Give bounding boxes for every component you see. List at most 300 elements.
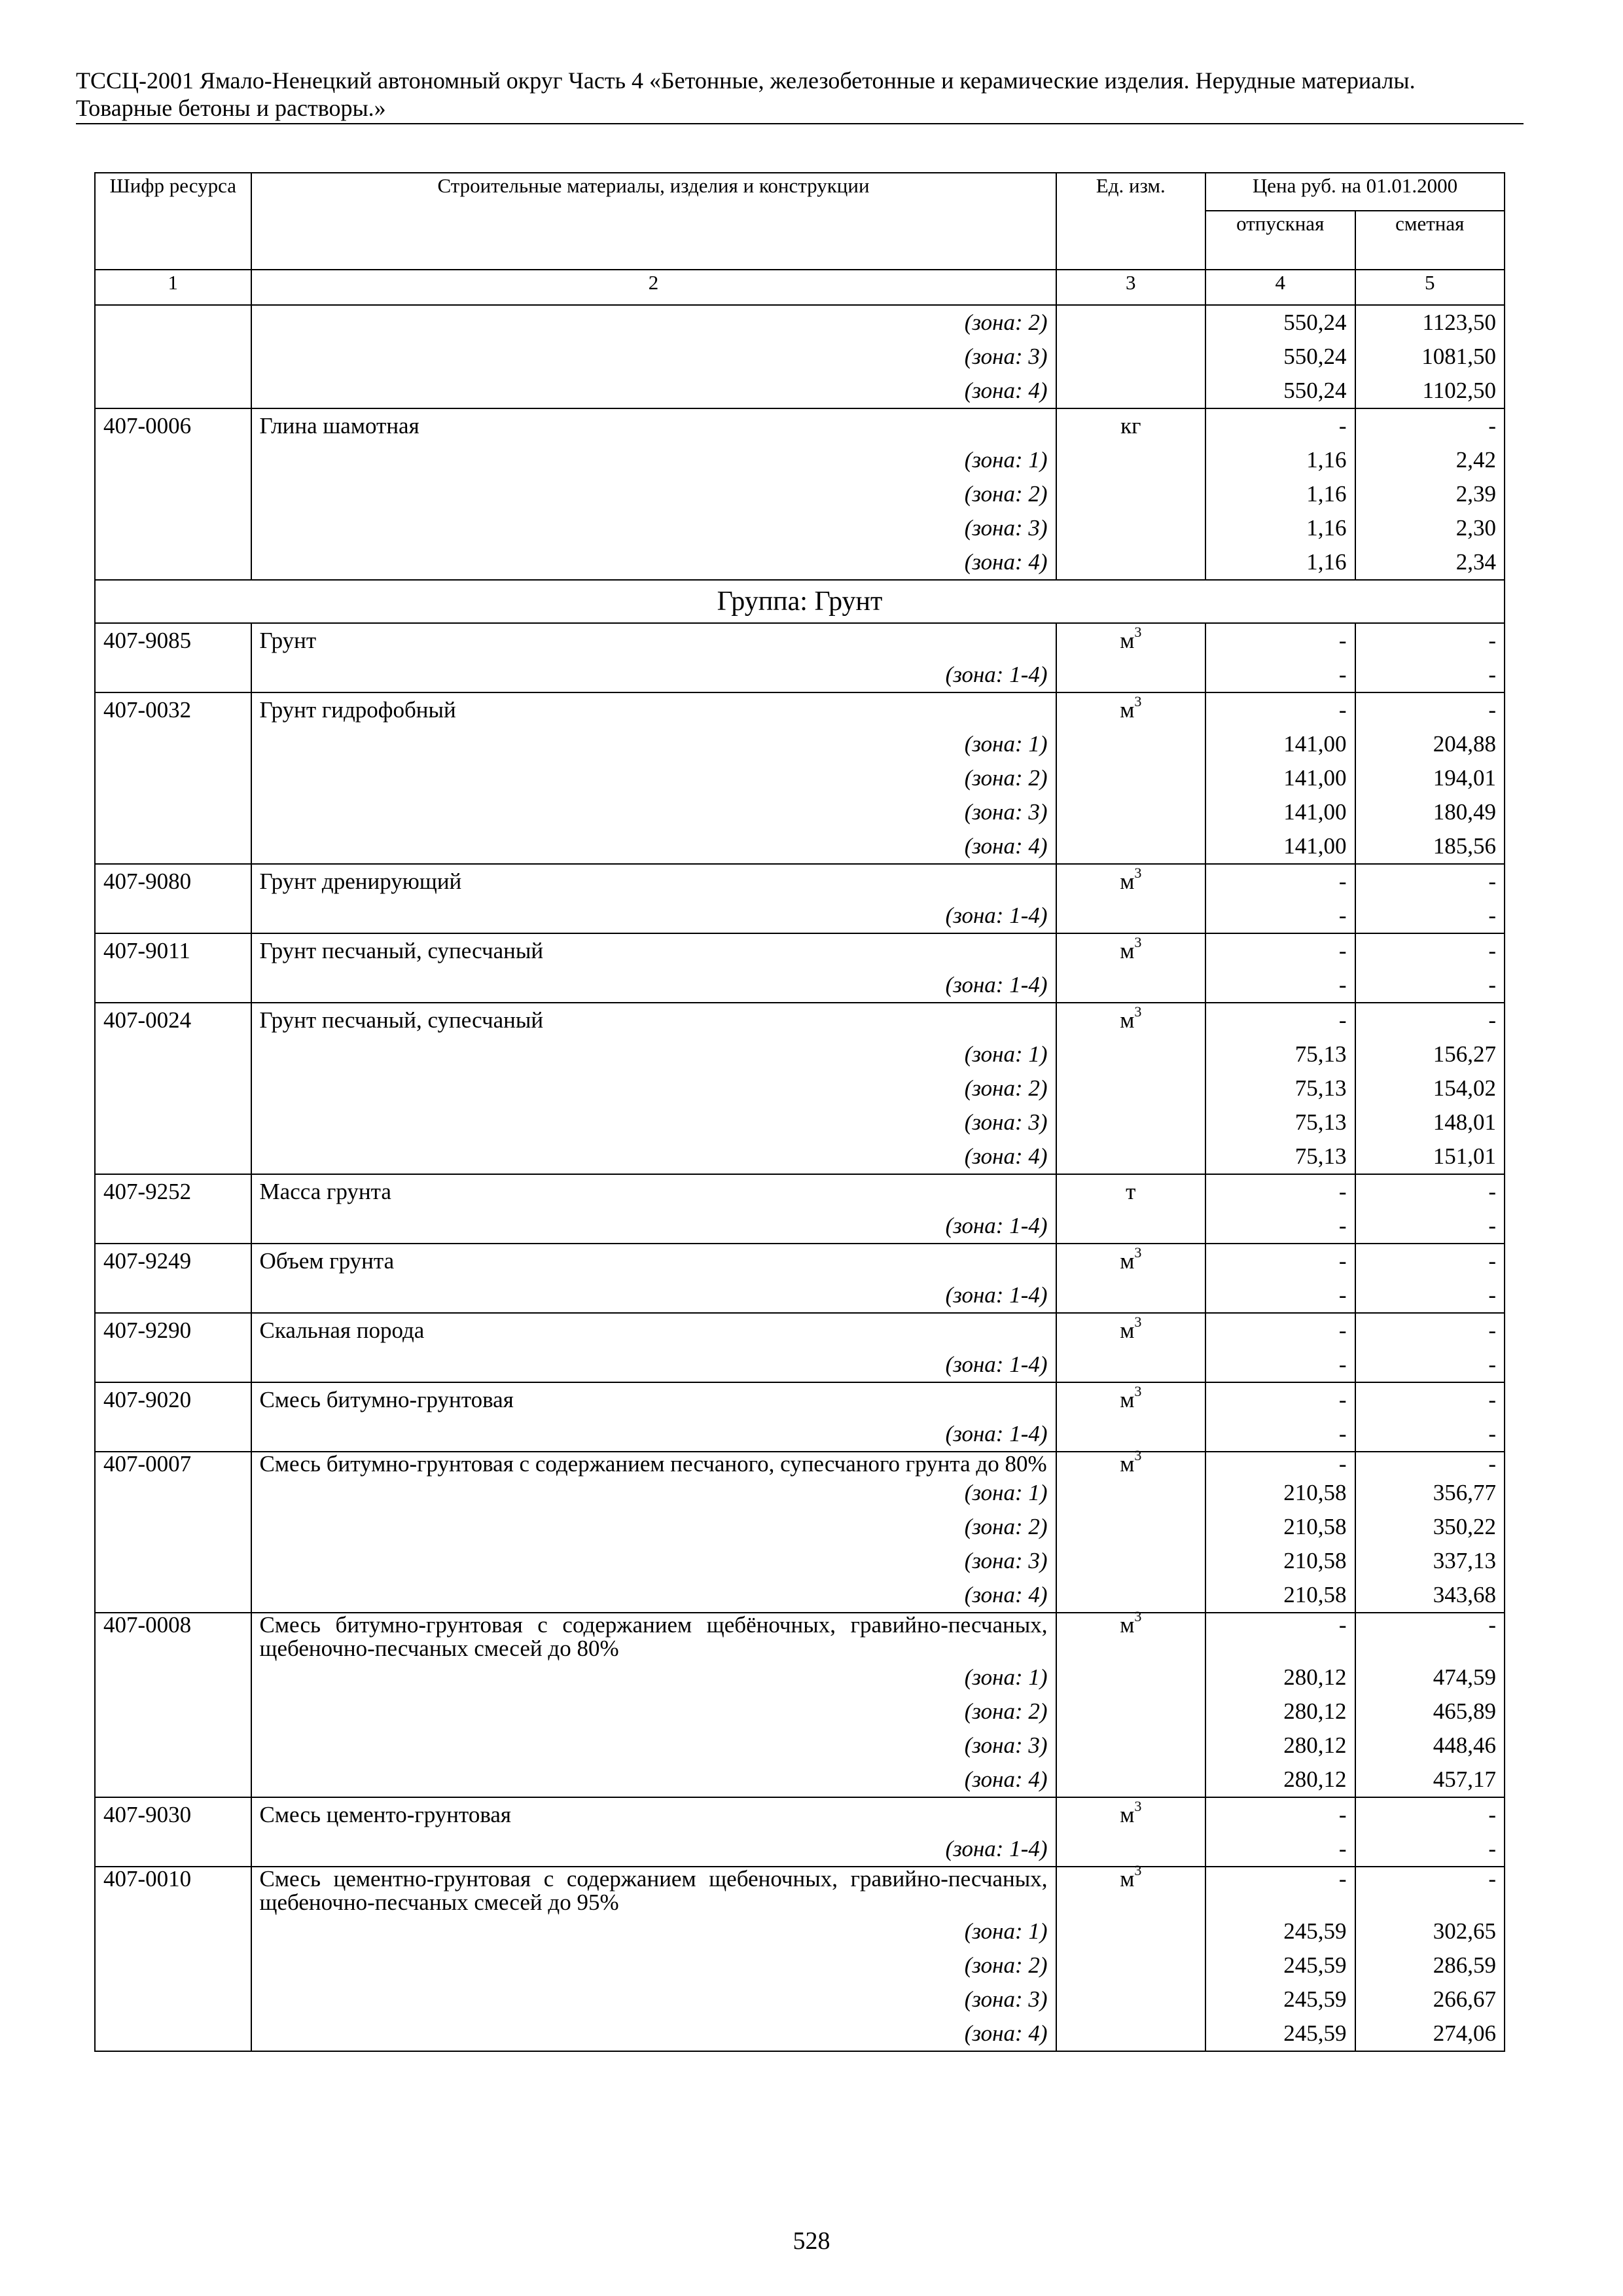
col-header-price-group: Цена руб. на 01.01.2000 [1205,173,1505,211]
zone-row [95,1071,1505,1105]
zone-label: (зона: 2) [251,1695,1056,1729]
material-name: Объем грунта [251,1244,1056,1278]
unit-cell [1056,2017,1205,2051]
unit-exponent: 3 [1134,1447,1142,1464]
code-cell [95,1278,251,1313]
estimate-price: - [1355,408,1505,443]
zone-label: (зона: 4) [251,829,1056,864]
zone-row [95,1729,1505,1763]
estimate-price: - [1355,1832,1505,1867]
unit-text: м [1120,869,1135,894]
zone-label: (зона: 3) [251,1729,1056,1763]
estimate-price: - [1355,1278,1505,1313]
release-price: - [1205,1613,1355,1660]
zone-label: (зона: 4) [251,2017,1056,2051]
unit-cell [1056,1278,1205,1313]
code-cell [95,2017,251,2051]
document-header [76,67,1524,124]
material-name: Грунт [251,623,1056,658]
zone-label: (зона: 1-4) [251,1832,1056,1867]
release-price: - [1205,623,1355,658]
unit-cell [1056,899,1205,933]
material-name: Смесь битумно-грунтовая с содержанием песчаного, супесчаного грунта до 80% [251,1452,1056,1476]
resource-code: 407-9249 [95,1244,251,1278]
unit-cell [1056,1244,1205,1278]
release-price: 75,13 [1205,1105,1355,1139]
zone-label: (зона: 3) [251,511,1056,545]
zone-label: (зона: 4) [251,374,1056,408]
zone-label: (зона: 2) [251,1510,1056,1544]
estimate-price: 302,65 [1355,1914,1505,1948]
release-price: 210,58 [1205,1578,1355,1613]
unit-cell [1056,1948,1205,1982]
unit-cell [1056,1608,1205,1660]
table-row [95,1313,1505,1348]
estimate-price: - [1355,899,1505,933]
unit-exponent: 3 [1134,934,1142,951]
unit-cell [1056,623,1205,658]
estimate-price: - [1355,623,1505,658]
estimate-price: 2,30 [1355,511,1505,545]
unit-cell [1056,1797,1205,1832]
zone-row [95,1139,1505,1174]
table-row [95,1174,1505,1209]
code-cell [95,968,251,1003]
release-price: - [1205,1452,1355,1476]
zone-label: (зона: 1-4) [251,1209,1056,1244]
release-price: - [1205,1832,1355,1867]
code-cell [95,1729,251,1763]
release-price: 550,24 [1205,340,1355,374]
code-cell [95,761,251,795]
col-number-2: 2 [251,270,1056,305]
code-cell [95,1510,251,1544]
unit-cell [1056,1510,1205,1544]
zone-label: (зона: 2) [251,1948,1056,1982]
zone-row [95,727,1505,761]
unit-cell [1056,1447,1205,1477]
zone-label: (зона: 1-4) [251,1348,1056,1382]
unit-text: м [1120,938,1135,963]
table-row [95,1867,1505,1914]
zone-label: (зона: 1) [251,1660,1056,1695]
zone-label: (зона: 2) [251,761,1056,795]
material-name: Смесь цементо-грунтовая [251,1797,1056,1832]
unit-exponent: 3 [1134,1003,1142,1020]
group-row [95,580,1505,623]
zone-row [95,1578,1505,1613]
unit-exponent: 3 [1134,1862,1142,1879]
code-cell [95,658,251,692]
release-price: 141,00 [1205,829,1355,864]
release-price: 141,00 [1205,795,1355,829]
zone-label: (зона: 1) [251,1914,1056,1948]
resource-code: 407-0006 [95,408,251,443]
release-price: 210,58 [1205,1510,1355,1544]
estimate-price: 286,59 [1355,1948,1505,1982]
header-line-1: ТССЦ-2001 Ямало-Ненецкий автономный округ Часть 4 «Бетонные, железобетонные и керамические изделия. Нерудные материалы. [76,67,1416,94]
unit-cell [1056,761,1205,795]
estimate-price: - [1355,1382,1505,1417]
zone-row [95,305,1505,340]
table-row [95,1797,1505,1832]
zone-label: (зона: 2) [251,477,1056,511]
estimate-price: - [1355,1209,1505,1244]
unit-cell [1056,1476,1205,1510]
unit-cell [1056,1071,1205,1105]
unit-exponent: 3 [1134,1314,1142,1331]
col-number-4: 4 [1205,270,1355,305]
estimate-price: 457,17 [1355,1763,1505,1797]
release-price: 210,58 [1205,1476,1355,1510]
unit-cell [1056,1862,1205,1914]
zone-row [95,1476,1505,1510]
code-cell [95,1763,251,1797]
estimate-price: 1081,50 [1355,340,1505,374]
zone-label: (зона: 1-4) [251,658,1056,692]
unit-exponent: 3 [1134,1798,1142,1815]
unit-cell [1056,658,1205,692]
estimate-price: 474,59 [1355,1660,1505,1695]
release-price: - [1205,1313,1355,1348]
estimate-price: - [1355,1313,1505,1348]
zone-row [95,1544,1505,1578]
unit-cell [1056,1382,1205,1417]
material-name: Смесь битумно-грунтовая [251,1382,1056,1417]
unit-cell [1056,1544,1205,1578]
resource-code: 407-9085 [95,623,251,658]
zone-row [95,829,1505,864]
release-price: 280,12 [1205,1660,1355,1695]
table-row [95,1382,1505,1417]
zone-label: (зона: 1-4) [251,899,1056,933]
unit-text: м [1120,1007,1135,1033]
zone-row [95,477,1505,511]
estimate-price: - [1355,692,1505,727]
unit-cell [1056,374,1205,408]
estimate-price: 2,34 [1355,545,1505,580]
release-price: 280,12 [1205,1695,1355,1729]
unit-cell [1056,511,1205,545]
release-price: 1,16 [1205,545,1355,580]
release-price: 75,13 [1205,1071,1355,1105]
col-header-code: Шифр ресурса [95,173,251,270]
unit-cell [1056,1037,1205,1071]
unit-cell [1056,305,1205,340]
unit-exponent: 3 [1134,624,1142,641]
unit-cell [1056,545,1205,580]
release-price: - [1205,658,1355,692]
unit-cell [1056,795,1205,829]
resource-code: 407-9080 [95,864,251,899]
unit-cell [1056,1209,1205,1244]
zone-label: (зона: 1-4) [251,1417,1056,1452]
code-cell [95,1832,251,1867]
estimate-price: 156,27 [1355,1037,1505,1071]
estimate-price: - [1355,1417,1505,1452]
unit-cell [1056,1832,1205,1867]
unit-cell [1056,1763,1205,1797]
code-cell [95,829,251,864]
release-price: - [1205,1209,1355,1244]
resource-code: 407-9020 [95,1382,251,1417]
material-name: Грунт гидрофобный [251,692,1056,727]
unit-cell [1056,443,1205,477]
unit-cell [1056,1982,1205,2017]
unit-text: кг [1120,413,1141,439]
code-cell [95,1914,251,1948]
code-cell [95,477,251,511]
table-body [95,305,1505,2051]
resource-code: 407-9252 [95,1174,251,1209]
zone-row [95,1763,1505,1797]
release-price: 75,13 [1205,1139,1355,1174]
unit-text: м [1120,1612,1135,1638]
zone-row [95,1660,1505,1695]
estimate-price: 148,01 [1355,1105,1505,1139]
zone-label: (зона: 1) [251,443,1056,477]
unit-cell [1056,1003,1205,1037]
unit-exponent: 3 [1134,1244,1142,1261]
zone-label: (зона: 1-4) [251,1278,1056,1313]
zone-label: (зона: 3) [251,1544,1056,1578]
zone-row [95,1348,1505,1382]
estimate-price: 151,01 [1355,1139,1505,1174]
release-price: 141,00 [1205,727,1355,761]
estimate-price: - [1355,1613,1505,1660]
unit-text: м [1120,1248,1135,1274]
zone-row [95,761,1505,795]
zone-row [95,340,1505,374]
release-price: 245,59 [1205,1914,1355,1948]
zone-row [95,2017,1505,2051]
unit-cell [1056,1139,1205,1174]
release-price: 75,13 [1205,1037,1355,1071]
release-price: - [1205,899,1355,933]
code-cell [95,1105,251,1139]
zone-row [95,443,1505,477]
unit-cell [1056,1578,1205,1613]
estimate-price: - [1355,968,1505,1003]
unit-exponent: 3 [1134,865,1142,882]
unit-text: м [1120,628,1135,653]
resource-code: 407-0010 [95,1867,251,1914]
material-name: Грунт дренирующий [251,864,1056,899]
estimate-price: 343,68 [1355,1578,1505,1613]
zone-row [95,1209,1505,1244]
estimate-price: 350,22 [1355,1510,1505,1544]
estimate-price: - [1355,658,1505,692]
release-price: 245,59 [1205,1948,1355,1982]
code-cell [95,795,251,829]
zone-row [95,1948,1505,1982]
table-row [95,933,1505,968]
estimate-price: - [1355,1003,1505,1037]
table-row [95,1244,1505,1278]
release-price: 1,16 [1205,443,1355,477]
unit-text: м [1120,697,1135,723]
release-price: - [1205,1382,1355,1417]
code-cell [95,305,251,340]
table-row [95,864,1505,899]
estimate-price: 337,13 [1355,1544,1505,1578]
unit-cell [1056,1729,1205,1763]
resource-code: 407-0008 [95,1613,251,1660]
zone-label: (зона: 3) [251,1982,1056,2017]
estimate-price: 465,89 [1355,1695,1505,1729]
zone-label: (зона: 4) [251,545,1056,580]
unit-cell [1056,727,1205,761]
estimate-price: - [1355,1244,1505,1278]
code-cell [95,1578,251,1613]
col-number-3: 3 [1056,270,1205,305]
zone-label: (зона: 1) [251,1037,1056,1071]
estimate-price: 2,42 [1355,443,1505,477]
code-cell [95,1660,251,1695]
unit-text: т [1126,1179,1136,1204]
unit-cell [1056,1417,1205,1452]
release-price: 550,24 [1205,374,1355,408]
unit-cell [1056,1695,1205,1729]
material-name: Смесь битумно-грунтовая с содержанием щебёночных, гравийно-песчаных, щебеночно-песчаных смесей до 80% [251,1613,1056,1660]
unit-cell [1056,1348,1205,1382]
zone-label: (зона: 4) [251,1578,1056,1613]
zone-row [95,1037,1505,1071]
estimate-price: 154,02 [1355,1071,1505,1105]
unit-cell [1056,692,1205,727]
zone-label: (зона: 2) [251,1071,1056,1105]
code-cell [95,374,251,408]
code-cell [95,545,251,580]
table-row [95,1003,1505,1037]
col-header-release: отпускная [1205,211,1355,270]
material-name: Масса грунта [251,1174,1056,1209]
resource-code: 407-0007 [95,1452,251,1476]
release-price: - [1205,968,1355,1003]
resource-code: 407-9290 [95,1313,251,1348]
release-price: - [1205,1348,1355,1382]
zone-row [95,1105,1505,1139]
unit-cell [1056,1660,1205,1695]
unit-cell [1056,1105,1205,1139]
release-price: 210,58 [1205,1544,1355,1578]
estimate-price: 194,01 [1355,761,1505,795]
estimate-price: 1102,50 [1355,374,1505,408]
release-price: 280,12 [1205,1763,1355,1797]
code-cell [95,1544,251,1578]
material-name: Глина шамотная [251,408,1056,443]
zone-row [95,545,1505,580]
release-price: 141,00 [1205,761,1355,795]
zone-label: (зона: 3) [251,340,1056,374]
zone-label: (зона: 1-4) [251,968,1056,1003]
zone-label: (зона: 3) [251,795,1056,829]
release-price: 245,59 [1205,1982,1355,2017]
resource-code: 407-9011 [95,933,251,968]
zone-label: (зона: 3) [251,1105,1056,1139]
estimate-price: 2,39 [1355,477,1505,511]
table-row [95,623,1505,658]
zone-label: (зона: 4) [251,1763,1056,1797]
page-number: 528 [793,2227,830,2255]
estimate-price: - [1355,1797,1505,1832]
estimate-price: - [1355,1174,1505,1209]
zone-label: (зона: 1) [251,727,1056,761]
code-cell [95,511,251,545]
unit-exponent: 3 [1134,1608,1142,1625]
zone-row [95,1695,1505,1729]
unit-cell [1056,1174,1205,1209]
estimate-price: 266,67 [1355,1982,1505,2017]
release-price: - [1205,864,1355,899]
estimate-price: - [1355,1348,1505,1382]
unit-cell [1056,408,1205,443]
unit-cell [1056,968,1205,1003]
material-name: Грунт песчаный, супесчаный [251,933,1056,968]
zone-row [95,1278,1505,1313]
unit-cell [1056,829,1205,864]
zone-label: (зона: 1) [251,1476,1056,1510]
zone-row [95,1417,1505,1452]
zone-row [95,1982,1505,2017]
estimate-price: 185,56 [1355,829,1505,864]
release-price: - [1205,1278,1355,1313]
unit-cell [1056,1914,1205,1948]
material-name: Скальная порода [251,1313,1056,1348]
zone-row [95,1510,1505,1544]
table-row [95,1452,1505,1476]
group-title: Группа: Грунт [95,580,1505,623]
price-table [94,172,1505,2052]
estimate-price: - [1355,1867,1505,1914]
release-price: - [1205,1797,1355,1832]
unit-exponent: 3 [1134,1383,1142,1400]
zone-row [95,1914,1505,1948]
unit-text: м [1120,1451,1135,1477]
unit-text: м [1120,1866,1135,1892]
unit-exponent: 3 [1134,693,1142,710]
col-number-5: 5 [1355,270,1505,305]
code-cell [95,1982,251,2017]
release-price: 1,16 [1205,477,1355,511]
zone-label: (зона: 4) [251,1139,1056,1174]
release-price: 280,12 [1205,1729,1355,1763]
unit-text: м [1120,1387,1135,1412]
release-price: - [1205,933,1355,968]
table-row [95,408,1505,443]
estimate-price: 448,46 [1355,1729,1505,1763]
code-cell [95,340,251,374]
zone-row [95,1832,1505,1867]
unit-cell [1056,933,1205,968]
code-cell [95,1209,251,1244]
code-cell [95,899,251,933]
unit-cell [1056,1313,1205,1348]
release-price: - [1205,1417,1355,1452]
code-cell [95,1139,251,1174]
code-cell [95,1476,251,1510]
resource-code: 407-9030 [95,1797,251,1832]
estimate-price: - [1355,1452,1505,1476]
code-cell [95,1348,251,1382]
header-line-2: Товарные бетоны и растворы.» [76,95,386,121]
estimate-price: - [1355,864,1505,899]
col-header-name: Строительные материалы, изделия и конструкции [251,173,1056,270]
estimate-price: - [1355,933,1505,968]
estimate-price: 356,77 [1355,1476,1505,1510]
zone-row [95,968,1505,1003]
estimate-price: 204,88 [1355,727,1505,761]
